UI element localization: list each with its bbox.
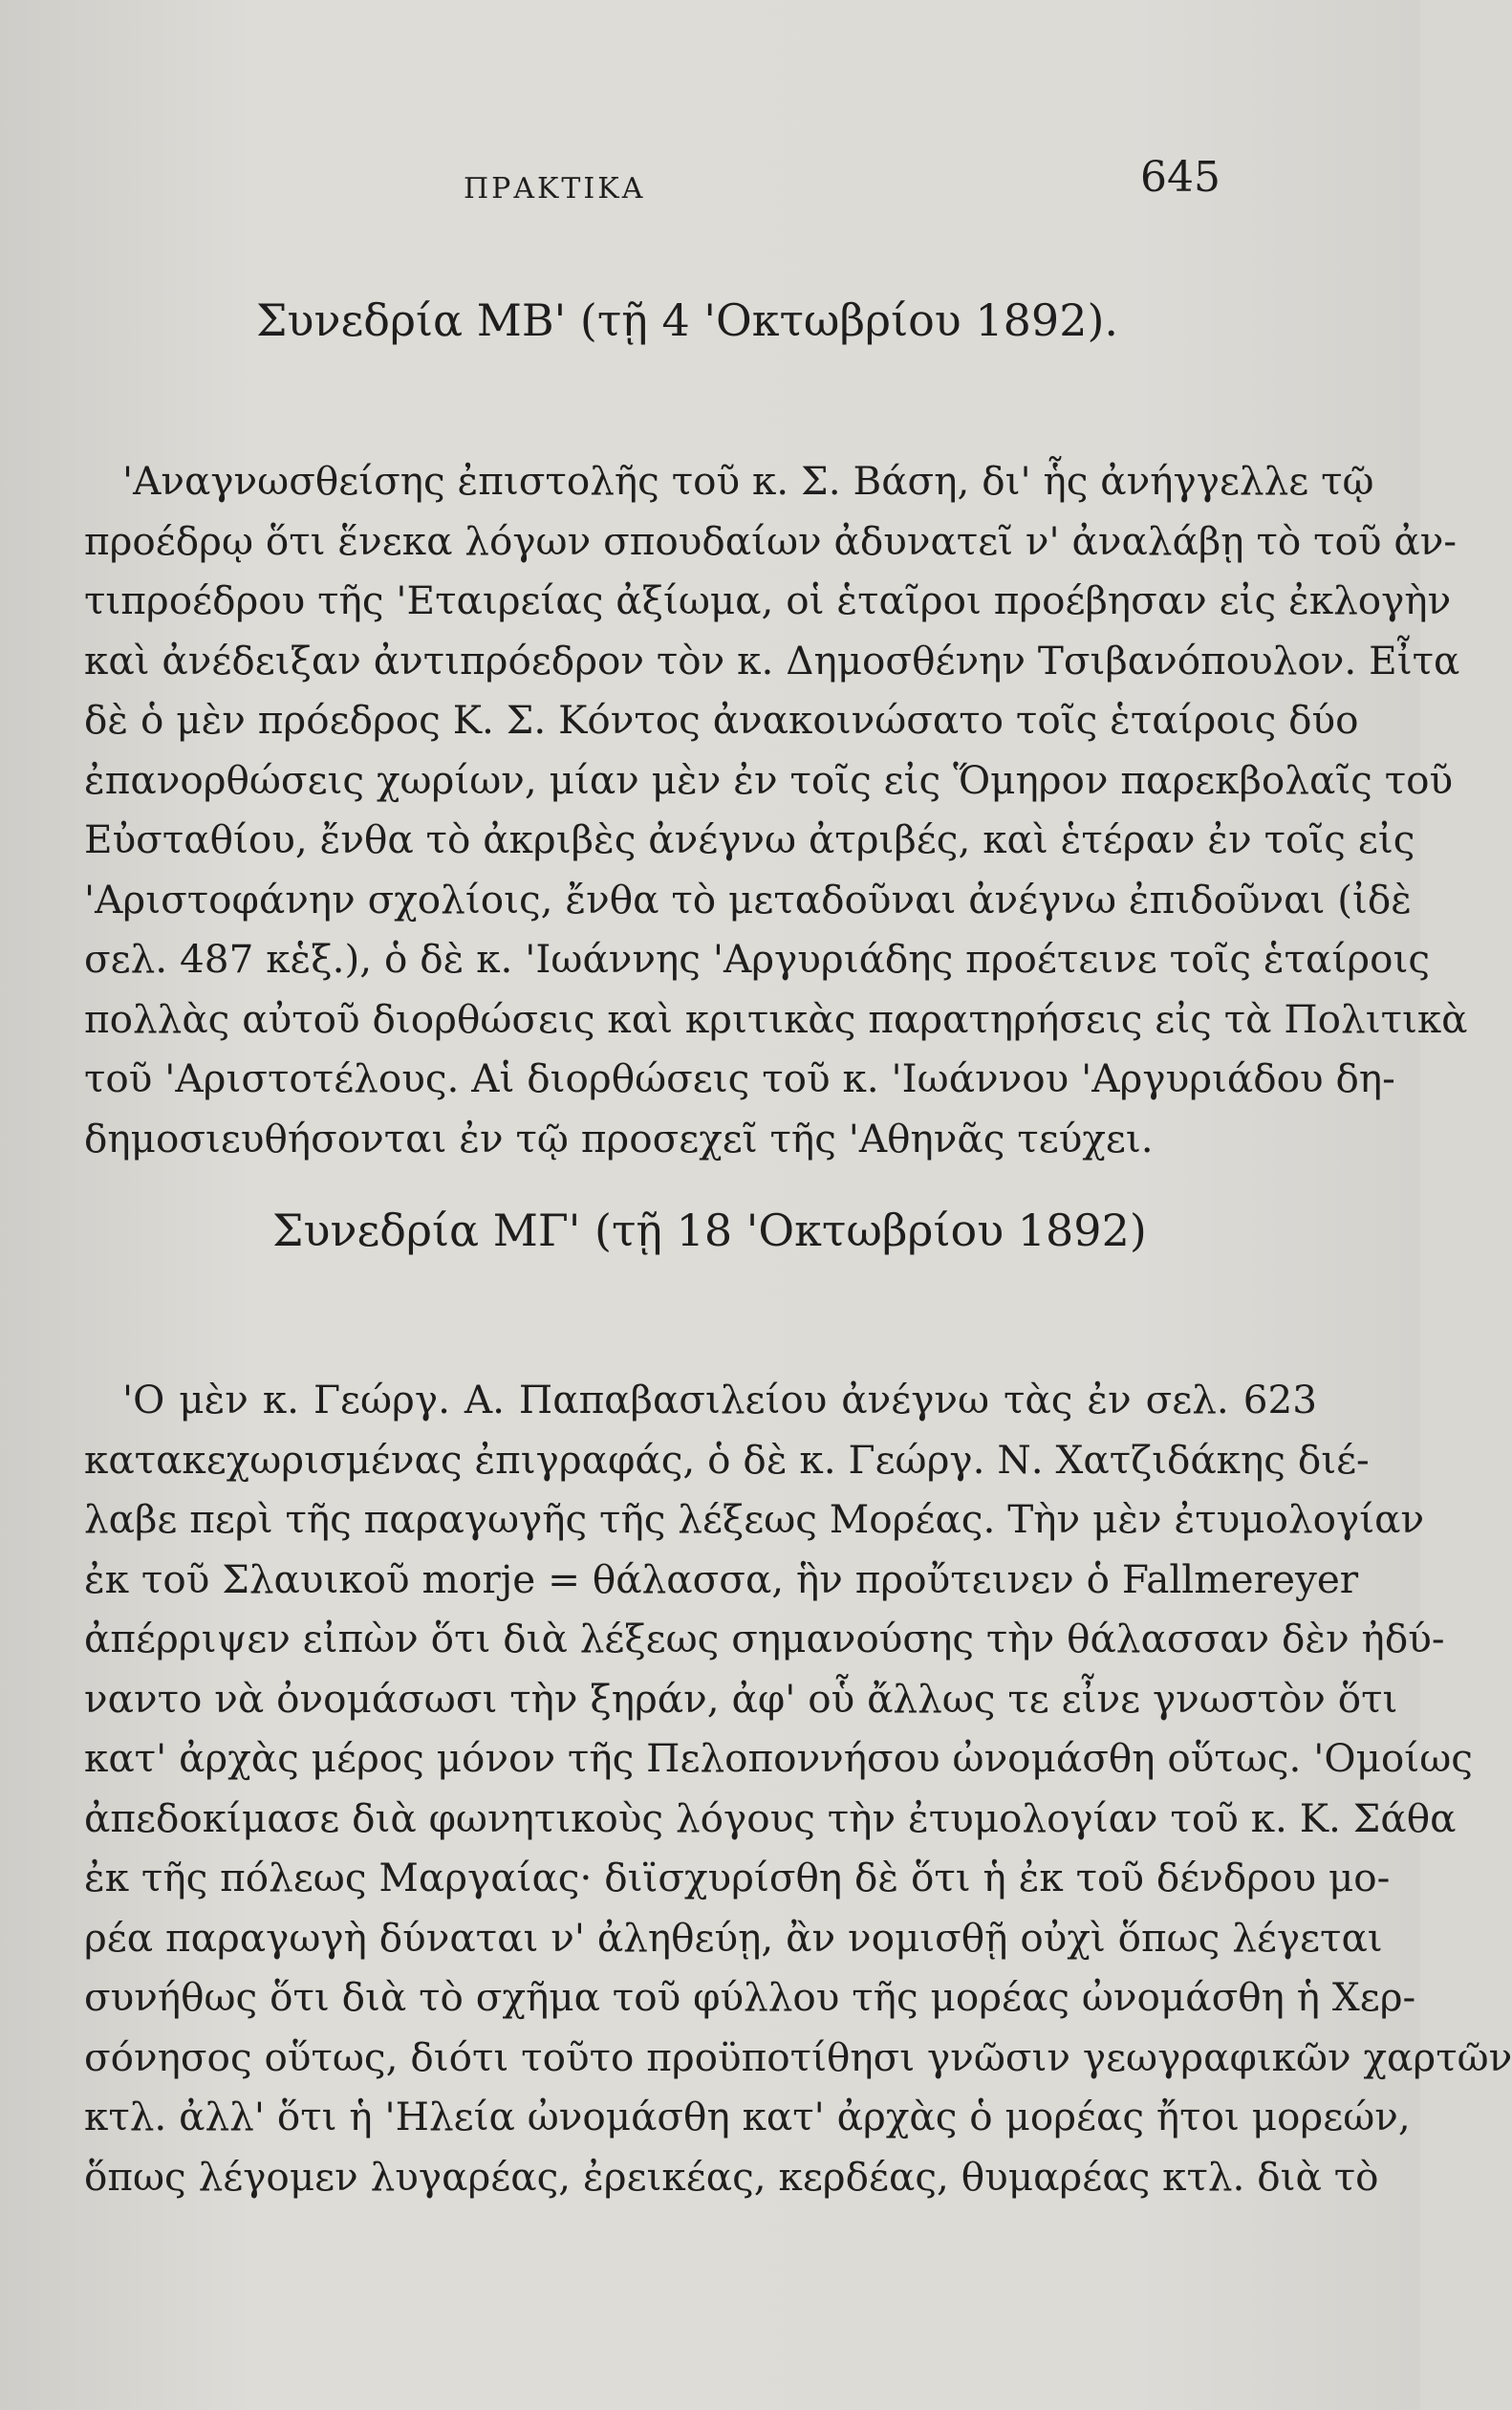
text-line: σόνησος οὕτως, διότι τοῦτο προϋποτίθησι γνῶσιν γεωγραφικῶν χαρτῶν	[84, 2033, 1512, 2080]
text-line: προέδρῳ ὅτι ἕνεκα λόγων σπουδαίων ἀδυνατεῖ ν' ἀναλάβῃ τὸ τοῦ ἀν-	[84, 517, 1458, 564]
text-line: ἀπέρριψεν εἰπὼν ὅτι διὰ λέξεως σημανούσης τὴν θάλασσαν δὲν ἠδύ-	[84, 1616, 1445, 1661]
text-line: καὶ ἀνέδειξαν ἀντιπρόεδρον τὸν κ. Δημοσθένην Τσιβανόπουλον. Εἶτα	[84, 637, 1460, 684]
text-line: κατ' ἀρχὰς μέρος μόνον τῆς Πελοποννήσου ὠνομάσθη οὕτως. 'Ομοίως	[84, 1735, 1473, 1781]
text-line: τιπροέδρου τῆς 'Εταιρείας ἀξίωμα, οἱ ἑταῖροι προέβησαν εἰς ἐκλογὴν	[84, 577, 1452, 623]
text-line: ἀπεδοκίμασε διὰ φωνητικοὺς λόγους τὴν ἐτυμολογίαν τοῦ κ. Κ. Σάθα	[84, 1794, 1457, 1841]
text-line: ἐπανορθώσεις χωρίων, μίαν μὲν ἐν τοῖς εἰς Ὅμηρον παρεκβολαῖς τοῦ	[84, 756, 1454, 803]
session-2-paragraph	[84, 1370, 1512, 2206]
text-line: ναντο νὰ ὀνομάσωσι τὴν ξηράν, ἀφ' οὗ ἄλλως τε εἶνε γνωστὸν ὅτι	[84, 1675, 1398, 1722]
text-line: συνήθως ὅτι διὰ τὸ σχῆμα τοῦ φύλλου τῆς μορέας ὠνομάσθη ἡ Χερ-	[84, 1974, 1416, 2020]
text-line: δὲ ὁ μὲν πρόεδρος Κ. Σ. Κόντος ἀνακοινώσατο τοῖς ἑταίροις δύο	[84, 697, 1359, 743]
text-line: ρέα παραγωγὴ δύναται ν' ἀληθεύῃ, ἂν νομισθῇ οὐχὶ ὅπως λέγεται	[84, 1914, 1383, 1961]
text-line: 'Αναγνωσθείσης ἐπιστολῆς τοῦ κ. Σ. Βάση, δι' ἧς ἀνήγγελλε τῷ	[122, 458, 1374, 504]
text-line: ἐκ τῆς πόλεως Μαργαίας· διϊσχυρίσθη δὲ ὅτι ἡ ἐκ τοῦ δένδρου μο-	[84, 1855, 1391, 1900]
text-line: ὅπως λέγομεν λυγαρέας, ἐρεικέας, κερδέας, θυμαρέας κτλ. διὰ τὸ	[84, 2153, 1379, 2200]
page-header	[0, 153, 1420, 210]
session-1-paragraph	[84, 451, 1468, 1168]
text-line: Εὐσταθίου, ἔνθα τὸ ἀκριβὲς ἀνέγνω ἀτριβές, καὶ ἑτέραν ἐν τοῖς εἰς	[84, 816, 1415, 862]
text-line: δημοσιευθήσονται ἐν τῷ προσεχεῖ τῆς 'Αθηνᾶς τεύχει.	[84, 1115, 1154, 1162]
text-line: σελ. 487 κἑξ.), ὁ δὲ κ. 'Ιωάννης 'Αργυριάδης προέτεινε τοῖς ἑταίροις	[84, 936, 1431, 982]
text-line: πολλὰς αὐτοῦ διορθώσεις καὶ κριτικὰς παρατηρήσεις εἰς τὰ Πολιτικὰ	[84, 995, 1468, 1042]
text-line: τοῦ 'Αριστοτέλους. Αἱ διορθώσεις τοῦ κ. 'Ιωάννου 'Αργυριάδου δη-	[84, 1055, 1395, 1101]
text-line: 'Ο μὲν κ. Γεώργ. Α. Παπαβασιλείου ἀνέγνω τὰς ἐν σελ. 623	[122, 1377, 1317, 1422]
running-head: ΠΡΑΚΤΙΚΑ	[464, 172, 646, 206]
session-title-1: Συνεδρία ΜΒ' (τῇ 4 'Οκτωβρίου 1892).	[256, 294, 1119, 346]
text-line: ἐκ τοῦ Σλαυικοῦ morje = θάλασσα, ἣν προὔτεινεν ὁ Fallmereyer	[84, 1555, 1359, 1602]
text-line: κτλ. ἀλλ' ὅτι ἡ 'Ηλεία ὠνομάσθη κατ' ἀρχὰς ὁ μορέας ἤτοι μορεών,	[84, 2094, 1411, 2139]
page-number: 645	[1140, 153, 1220, 202]
text-line: κατακεχωρισμένας ἐπιγραφάς, ὁ δὲ κ. Γεώργ. Ν. Χατζιδάκης διέ-	[84, 1436, 1370, 1483]
text-line: λαβε περὶ τῆς παραγωγῆς τῆς λέξεως Μορέας. Τὴν μὲν ἐτυμολογίαν	[84, 1496, 1425, 1542]
text-line: 'Αριστοφάνην σχολίοις, ἔνθα τὸ μεταδοῦναι ἀνέγνω ἐπιδοῦναι (ἰδὲ	[84, 876, 1413, 923]
session-title-2: Συνεδρία ΜΓ' (τῇ 18 'Οκτωβρίου 1892)	[272, 1205, 1147, 1256]
